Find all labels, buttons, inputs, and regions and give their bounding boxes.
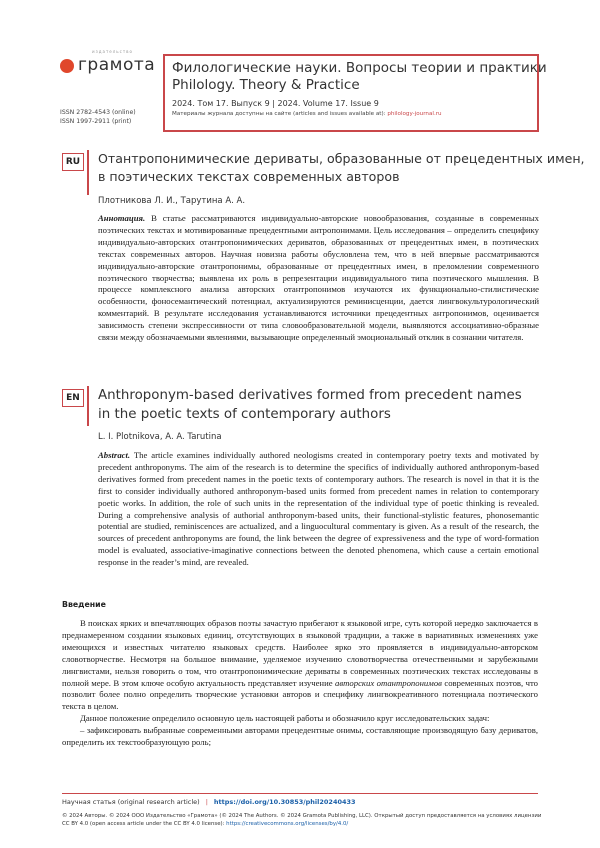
en-title-line-2: in the poetic texts of contemporary authors [98,407,391,422]
en-abstract [98,450,539,569]
article-type: Научная статья (original research article) [62,798,200,806]
en-authors: L. I. Plotnikova, A. A. Tarutina [98,432,222,442]
footer-divider [62,793,538,794]
intro-paragraph-1 [62,618,538,713]
intro-paragraph-2: Данное положение определило основную цель настоящей работы и обозначило круг исследовательских задач: [80,713,490,724]
availability-note [172,111,442,117]
doi-link[interactable]: https://doi.org/10.30853/phil20240433 [213,798,356,806]
footer-copyright [62,812,542,828]
journal-site-link[interactable]: philology-journal.ru [387,111,442,117]
intro-list-item-1: – зафиксировать выбранные современными авторами прецедентные онимы, составляющие производящую базу дериватов, определить их текстообразующую роль; [62,725,538,748]
ru-title-line-2: в поэтических текстах современных авторов [98,169,400,184]
ru-article-title [98,150,585,186]
availability-text: Материалы журнала доступны на сайте (articles and issues available at): [172,111,386,117]
en-article-title [98,386,522,424]
ru-abstract-label: Аннотация. [98,213,146,223]
ru-title-line-1: Отантропонимические дериваты, образованные от прецедентных имен, [98,151,585,166]
footer-separator: | [205,798,208,806]
publisher-logo [60,49,160,81]
intro-p1-text: В поисках ярких и впечатляющих образов поэты зачастую прибегают к языковой игре, суть которой нередко заключается в преднамеренном создании языковых единиц, отсутствующих в языковой традиции, а также в вариативных изменениях уже имеющихся и известных читателю языковых средств. Наиболее ярко это проявляется в индивидуально-авторском словотворчестве. Несмотря на большое внимание, уделяемое изучению словотворчества отечественными и зарубежными лингвистами, нельзя говорить о том, что отантропонимические дериваты в современных поэтических текстах исследованы в полной мере. В этом ключе особую актуальность представляет изучение [62,618,538,688]
lang-badge-en: EN [62,389,84,407]
issn-online: ISSN 2782-4543 (online) [60,109,136,116]
license-link[interactable]: https://creativecommons.org/licenses/by/4.0/ [226,821,349,827]
ru-abstract-text: В статье рассматриваются индивидуально-авторские новообразования, созданные в современных поэтических текстах и мотивированные прецедентными антропонимами. Цель исследования – определить специфику индивидуально-авторских отантропонимических дериватов, образованных от прецедентных имен, в поэтических текстах современных авторов. Научная новизна работы обусловлена тем, что в ней впервые рассматриваются индивидуально-авторские отантропонимы, образованные от прецедентных имен, в преломлении современного поэтического творчества; выявлена их роль в репрезентации индивидуального типа поэтического мышления. В процессе комплексного анализа авторских отантропонимов изучаются их функционально-стилистические особенности, фоносемантический потенциал, актуализируются реминисценции, дается лингвокультурологический комментарий. В результате исследования устанавливаются источники прецедентных антропонимов, оценивается зависимость степени экспрессивности от типа словообразовательной модели, выявляются ассоциативно-образные связи между обозначаемыми явлениями, вызывающие определенный эмоциональный отклик в сознании читателя. [98,213,539,343]
section-heading-intro: Введение [62,600,106,609]
issn-print: ISSN 1997-2911 (print) [60,118,132,125]
footer-article-info [62,798,356,806]
intro-p1-end: современных поэтов, что позволит более полно определить творческие установки авторов и специфику лингвокреативного потенциала поэтического текста в целом. [62,677,538,712]
logo-mark-icon [60,59,74,73]
logo-small-text: издательство [92,49,133,54]
intro-body [62,618,538,749]
journal-title-en: Philology. Theory & Practice [172,77,360,93]
en-abstract-label: Abstract. [98,450,131,460]
en-title-line-1: Anthroponym-based derivatives formed from precedent names [98,388,522,403]
logo-text: грамота [78,55,156,75]
en-title-divider [87,386,89,426]
en-abstract-text: The article examines individually authored neologisms created in contemporary poetry texts and motivated by precedent anthroponyms. The aim of the research is to determine the specifics of individually authored anthroponym-based derivatives formed from precedent names in the poetic texts of contemporary authors. The research is novel in that it is the first to consider individually authored anthroponym-based units formed from precedent names in relation to contemporary poetic works. In addition, the role of such units in the representation of the individual type of poetic thinking is revealed. During a comprehensive analysis of authorial anthroponym-based units, their functional-stylistic features, phonosemantic potential are studied, reminiscences are actualized, and a linguocultural commentary is given. As a result of the research, the sources of precedent anthroponyms are found, the link between the degree of expressiveness and the type of word-formation model is evaluated, associative-imaginative connections between the denoted phenomena, which cause a certain emotional response in the reader’s mind, are revealed. [98,450,539,568]
ru-title-divider [87,150,89,195]
ru-abstract [98,213,539,344]
issue-info: 2024. Том 17. Выпуск 9 | 2024. Volume 17. Issue 9 [172,99,379,108]
intro-p1-italic: авторских отантропонимов [335,677,442,688]
journal-title [172,60,547,94]
lang-badge-ru: RU [62,153,84,171]
copyright-text: © 2024 Авторы. © 2024 ООО Издательство «Грамота» (© 2024 The Authors. © 2024 Gramota Publishing, LLC). Открытый доступ предоставляется на условиях лицензии CC BY 4.0 (open access article under the CC BY 4.0 license): [62,813,542,827]
journal-title-ru: Филологические науки. Вопросы теории и практики [172,60,547,76]
ru-authors: Плотникова Л. И., Тарутина А. А. [98,196,246,206]
issn-block [60,108,136,126]
